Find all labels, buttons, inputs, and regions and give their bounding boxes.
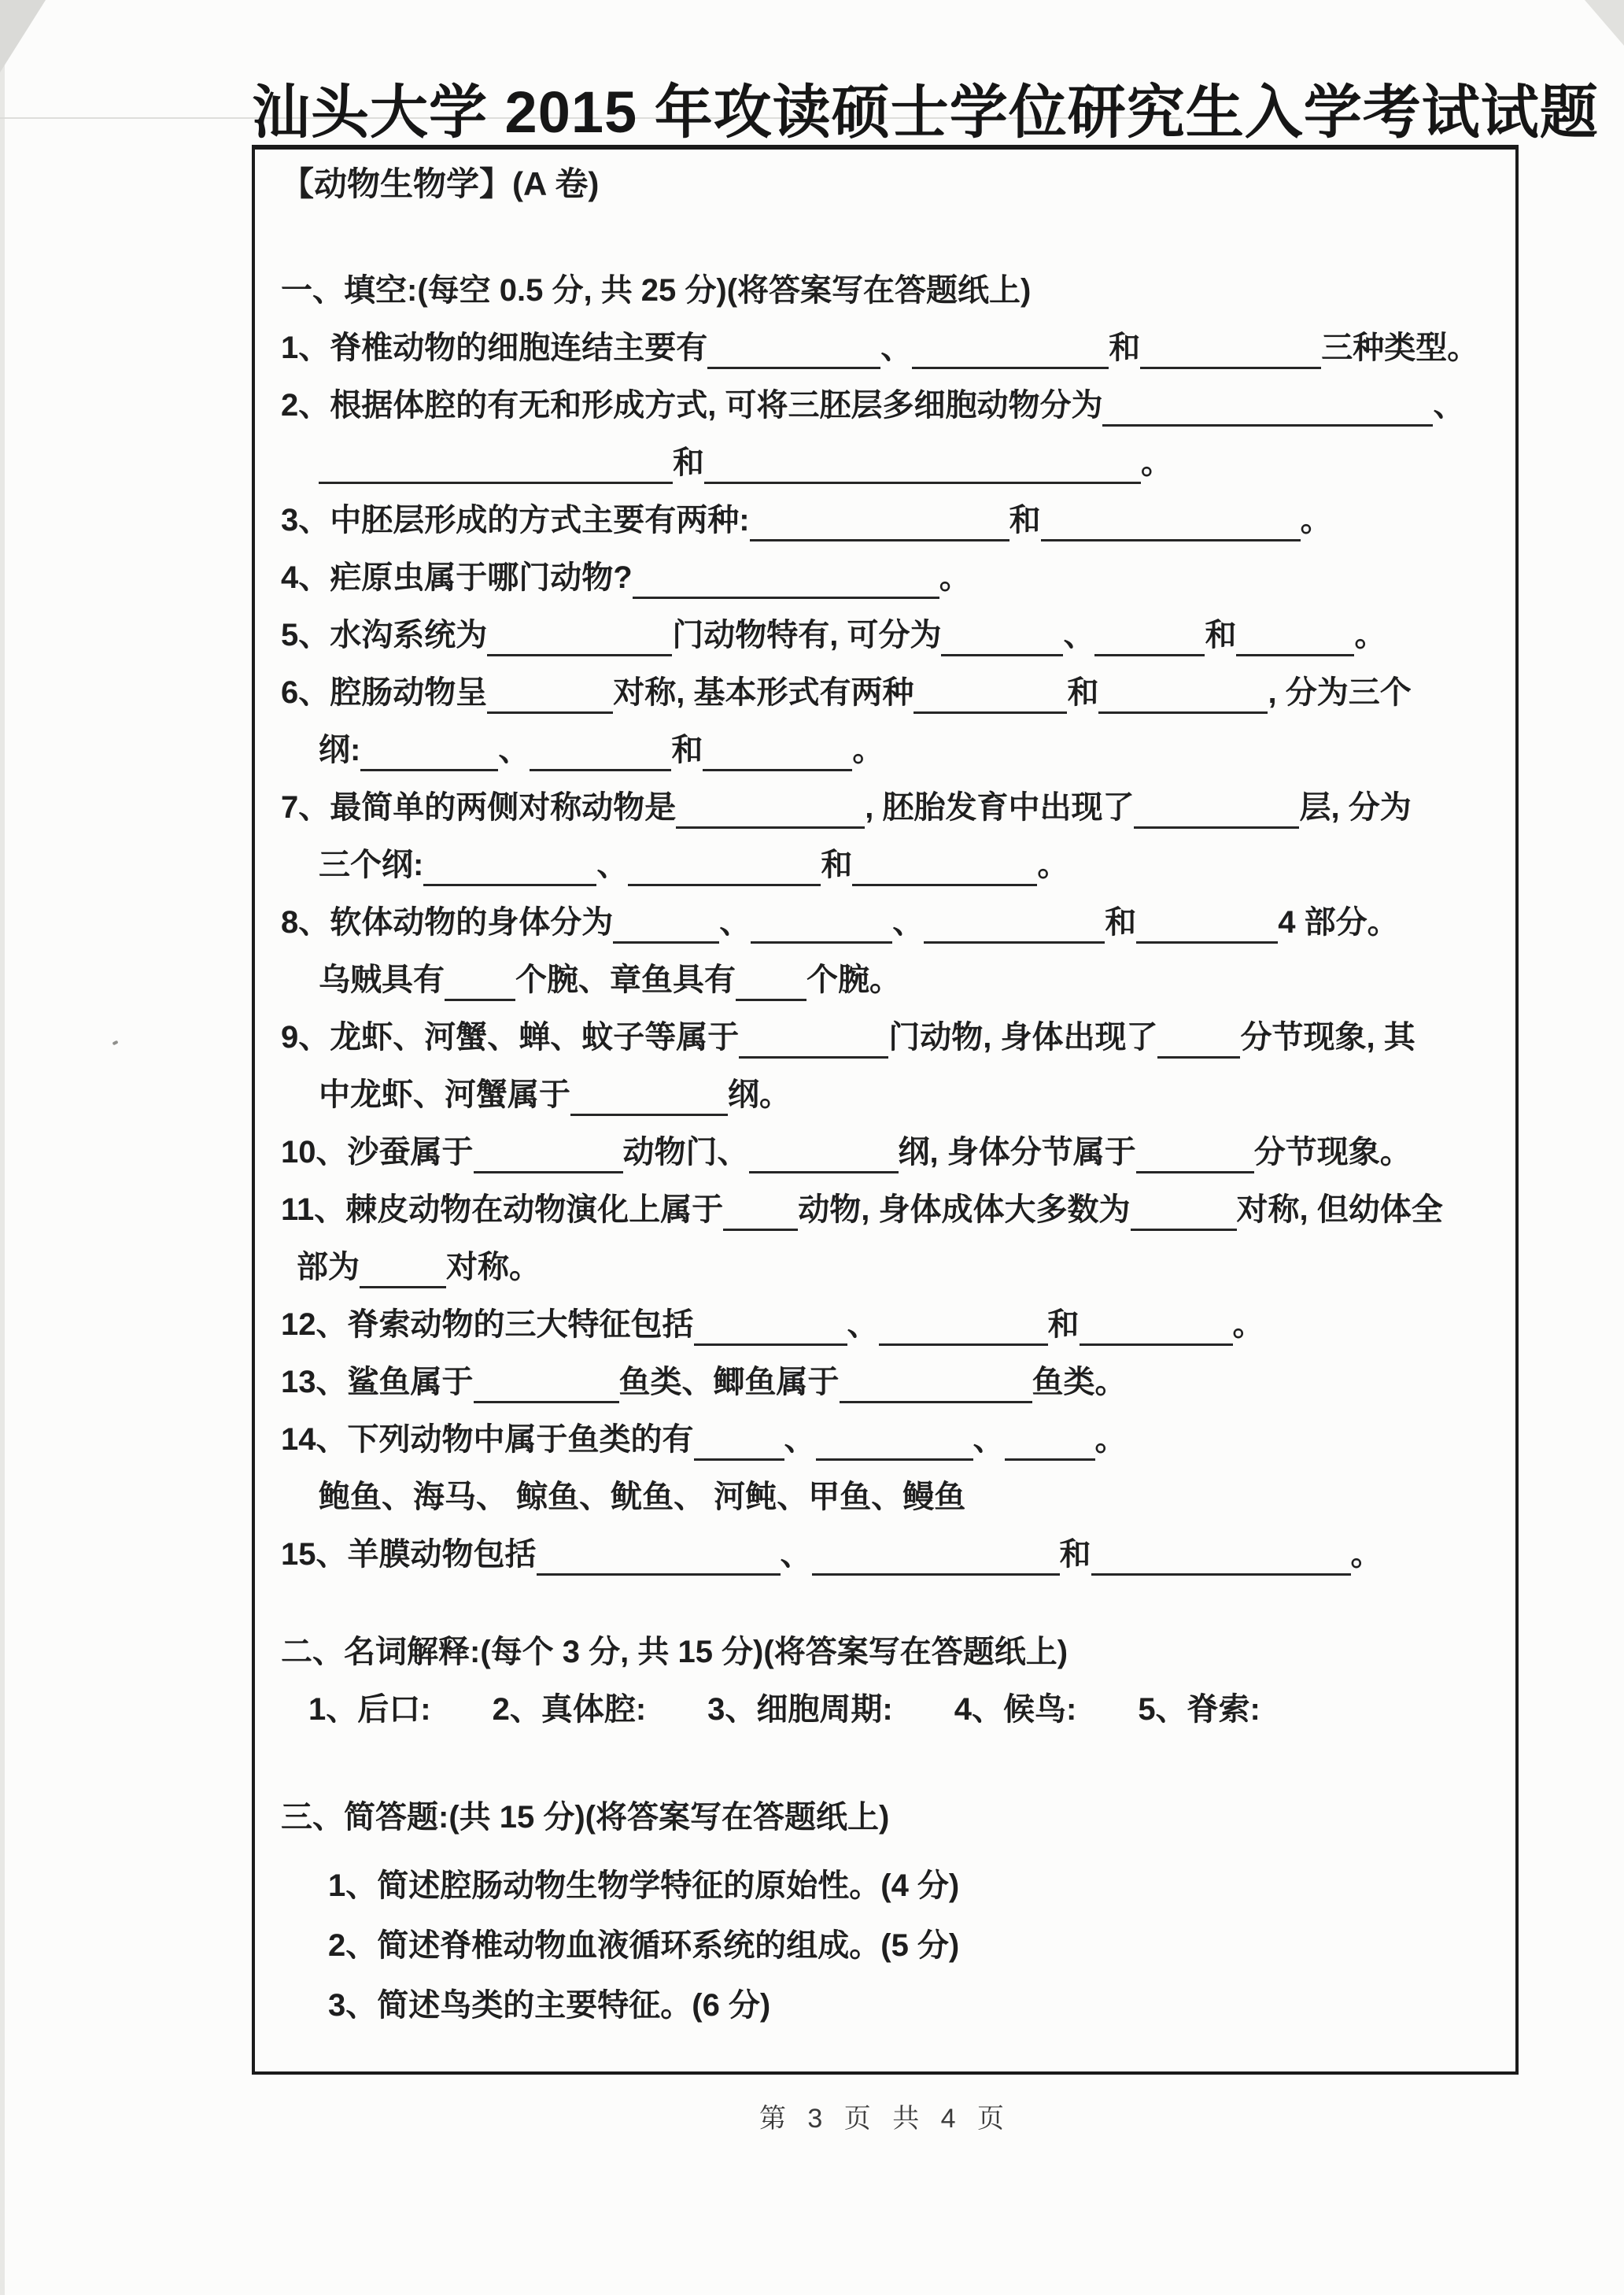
question-text: 、 [596, 848, 629, 882]
question-text: 5、水沟系统为 [281, 618, 488, 652]
question-text: 动物门、 [622, 1135, 749, 1170]
question-line [281, 894, 1500, 952]
fill-blank [445, 975, 515, 1001]
fill-blank [941, 630, 1063, 656]
question-text: 15、羊膜动物包括 [281, 1537, 537, 1572]
question-text: , 胚胎发育中出现了 [865, 790, 1135, 825]
question-text: 鱼类。 [1032, 1365, 1127, 1399]
question-line [281, 1181, 1500, 1239]
question-text: 个腕。 [806, 963, 901, 997]
terms-line [281, 1681, 1500, 1739]
exam-content-frame [252, 145, 1519, 2075]
scan-edge-band [0, 0, 5, 2295]
question-text: 和 [673, 445, 704, 480]
sections [281, 262, 1500, 2035]
question-line [281, 549, 1500, 607]
fill-blank [812, 1550, 1060, 1576]
fill-blank [1136, 1148, 1254, 1173]
question-text: 中龙虾、河蟹属于 [319, 1077, 570, 1112]
question-text: 3、中胚层形成的方式主要有两种: [281, 503, 750, 538]
fill-blank [1098, 688, 1268, 714]
question-text: 。 [1037, 848, 1069, 882]
fill-blank [750, 516, 1009, 541]
fill-blank [360, 1262, 446, 1288]
question-text: 。 [1300, 503, 1332, 538]
fill-blank [1134, 803, 1299, 829]
fill-blank [1005, 1435, 1095, 1461]
question-line [281, 779, 1500, 837]
question-text: 和 [821, 848, 853, 882]
page-number: 第 3 页 共 4 页 [758, 2104, 1012, 2134]
question-text: 三种类型。 [1321, 331, 1479, 365]
fill-blank [840, 1377, 1032, 1403]
fill-blank [474, 1148, 623, 1173]
question-text: 对称, 但幼体全 [1236, 1192, 1443, 1227]
question-text: 11、棘皮动物在动物演化上属于 [281, 1192, 724, 1227]
question-line [281, 434, 1500, 492]
question-text: 12、脊索动物的三大特征包括 [281, 1307, 694, 1342]
question-text: 。 [1354, 618, 1386, 652]
fill-blank [633, 573, 939, 599]
question-text: 三个纲: [319, 848, 424, 882]
fill-blank [487, 630, 672, 656]
question-line [281, 320, 1500, 377]
question-text: 9、龙虾、河蟹、蝉、蚊子等属于 [281, 1020, 740, 1055]
question-text: 和 [1047, 1307, 1080, 1342]
fill-blank [1091, 1550, 1351, 1576]
fill-blank [852, 860, 1037, 886]
question-text: 2、根据体腔的有无和形成方式, 可将三胚层多细胞动物分为 [281, 388, 1103, 423]
question-line [281, 607, 1500, 664]
question-line [281, 722, 1500, 779]
section-heading: 二、名词解释:(每个 3 分, 共 15 分)(将答案写在答题纸上) [281, 1635, 1069, 1669]
fill-blank [360, 745, 498, 771]
question-text: 、 [1063, 618, 1095, 652]
fill-blank [1236, 630, 1354, 656]
fill-blank [423, 860, 596, 886]
fill-blank [694, 1320, 847, 1346]
fill-blank [1131, 1205, 1237, 1231]
question-text: 对称。 [446, 1250, 541, 1284]
question-text: 门动物特有, 可分为 [672, 618, 942, 652]
question-line [281, 1296, 1500, 1354]
fill-blank [319, 458, 673, 484]
section-heading: 一、填空:(每空 0.5 分, 共 25 分)(将答案写在答题纸上) [281, 273, 1032, 308]
question-text: 分节现象。 [1253, 1135, 1412, 1170]
question-text: 和 [1067, 675, 1099, 710]
fill-blank [749, 1148, 899, 1173]
question-text: 、 [892, 905, 925, 940]
fill-blank [924, 918, 1105, 944]
question-text: 和 [1105, 905, 1137, 940]
fill-blank [736, 975, 806, 1001]
question-text: 4、疟原虫属于哪门动物? [281, 560, 633, 595]
fill-blank [914, 688, 1067, 714]
fill-blank [879, 1320, 1048, 1346]
question-text: 、 [719, 905, 751, 940]
question-text: 、 [880, 331, 913, 365]
question-text: 门动物, 身体出现了 [888, 1020, 1158, 1055]
question-text: 乌贼具有 [319, 963, 445, 997]
short-answer-item: 3、简述鸟类的主要特征。(6 分) [328, 1987, 771, 2023]
scan-corner-shade-right [1585, 0, 1624, 46]
section-heading: 三、简答题:(共 15 分)(将答案写在答题纸上) [281, 1800, 890, 1835]
question-line [281, 492, 1500, 549]
fill-blank [723, 1205, 798, 1231]
fill-blank [628, 860, 821, 886]
question-text: 。 [1350, 1537, 1382, 1572]
fill-blank [1102, 401, 1433, 427]
fill-blank [613, 918, 719, 944]
question-text: 和 [1109, 331, 1141, 365]
question-text: 对称, 基本形式有两种 [613, 675, 914, 710]
fill-blank [703, 745, 852, 771]
fill-blank [704, 458, 1141, 484]
question-text: 部为 [297, 1250, 360, 1284]
question-text: 。 [939, 560, 971, 595]
question-text: 、 [498, 733, 530, 767]
scan-speck [112, 1040, 118, 1046]
question-text: 。 [1094, 1422, 1127, 1457]
question-text: 纲: [319, 733, 361, 767]
scan-corner-shade-left [0, 0, 46, 72]
question-text: 6、腔肠动物呈 [281, 675, 488, 710]
fill-blank [739, 1033, 888, 1059]
question-line [281, 1411, 1500, 1469]
question-text: 和 [671, 733, 703, 767]
fill-blank [537, 1550, 781, 1576]
question-text: 、 [847, 1307, 879, 1342]
question-line [281, 1526, 1500, 1584]
fill-blank [474, 1377, 619, 1403]
term-item: 2、真体腔: [492, 1692, 647, 1727]
page-title: 汕头大学 2015 年攻读硕士学位研究生入学考试试题 [252, 79, 1599, 145]
question-line [281, 1066, 1500, 1124]
question-text: 。 [1141, 445, 1172, 480]
question-text: 和 [1059, 1537, 1091, 1572]
question-text: 分节现象, 其 [1240, 1020, 1415, 1055]
fill-blank [1041, 516, 1301, 541]
term-item: 3、细胞周期: [707, 1692, 893, 1727]
question-text: 纲, 身体分节属于 [898, 1135, 1136, 1170]
question-text: 个腕、章鱼具有 [515, 963, 736, 997]
fill-blank [816, 1435, 973, 1461]
term-item: 1、后口: [308, 1692, 431, 1727]
question-text: 、 [973, 1422, 1005, 1457]
fill-blank [1157, 1033, 1240, 1059]
question-text: 4 部分。 [1278, 905, 1399, 940]
fill-blank [1136, 918, 1278, 944]
question-line [281, 377, 1500, 434]
question-text: 鲍鱼、海马、 鲸鱼、鱿鱼、 河鲀、甲鱼、鳗鱼 [319, 1480, 966, 1514]
question-text: 、 [780, 1537, 812, 1572]
short-answer-item: 1、简述腔肠动物生物学特征的原始性。(4 分) [328, 1868, 960, 1903]
fill-blank [694, 1435, 784, 1461]
question-text: 1、脊椎动物的细胞连结主要有 [281, 331, 708, 365]
question-text: 纲。 [728, 1077, 791, 1112]
question-line [281, 837, 1500, 894]
fill-blank [1094, 630, 1205, 656]
question-line [281, 1469, 1500, 1526]
question-line [281, 1124, 1500, 1181]
question-line [281, 1009, 1500, 1066]
term-item: 4、候鸟: [954, 1692, 1077, 1727]
question-text: 和 [1009, 503, 1041, 538]
question-text: 14、下列动物中属于鱼类的有 [281, 1422, 694, 1457]
question-text: 8、软体动物的身体分为 [281, 905, 614, 940]
fill-blank [1140, 343, 1321, 369]
question-text: 和 [1205, 618, 1237, 652]
question-text: 10、沙蚕属于 [281, 1135, 474, 1170]
question-text: , 分为三个 [1268, 675, 1412, 710]
fill-blank [912, 343, 1109, 369]
term-item: 5、脊索: [1138, 1692, 1260, 1727]
question-text: 、 [784, 1422, 816, 1457]
fill-blank [570, 1090, 728, 1116]
question-line [281, 1239, 1500, 1296]
subject-line: 【动物生物学】(A 卷) [281, 165, 600, 202]
fill-blank [530, 745, 671, 771]
fill-blank [707, 343, 880, 369]
question-text: 13、鲨鱼属于 [281, 1365, 474, 1399]
question-text: 。 [852, 733, 884, 767]
question-text: 动物, 身体成体大多数为 [798, 1192, 1131, 1227]
question-line [281, 664, 1500, 722]
question-text: 。 [1232, 1307, 1264, 1342]
question-line [281, 1354, 1500, 1411]
question-text: 鱼类、鲫鱼属于 [618, 1365, 840, 1399]
fill-blank [487, 688, 613, 714]
question-text: 层, 分为 [1299, 790, 1412, 825]
fill-blank [1080, 1320, 1233, 1346]
short-answer-item: 2、简述脊椎动物血液循环系统的组成。(5 分) [328, 1927, 960, 1963]
question-text: 、 [1433, 388, 1465, 423]
question-text: 7、最简单的两侧对称动物是 [281, 790, 677, 825]
fill-blank [676, 803, 865, 829]
fill-blank [751, 918, 892, 944]
question-line [281, 952, 1500, 1009]
